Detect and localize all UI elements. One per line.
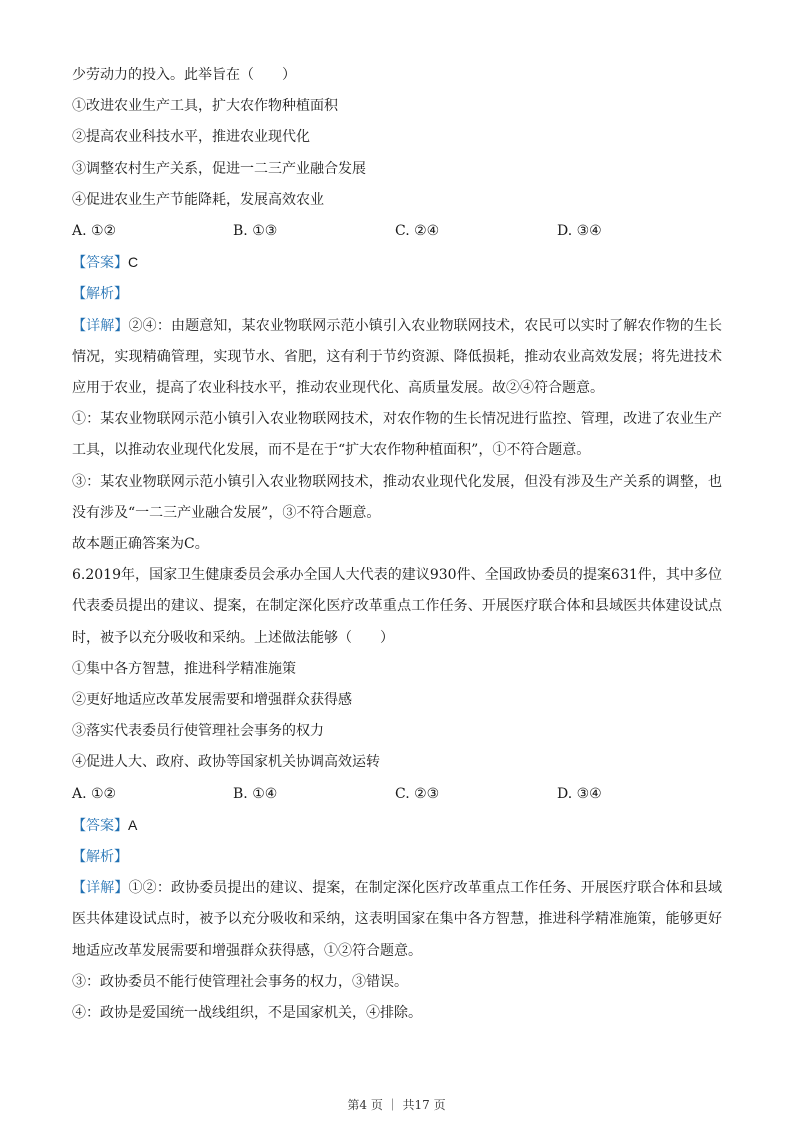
q6-options: [72, 779, 722, 810]
q5-stem-tail: 少劳动力的投入。此举旨在（ ）: [72, 67, 296, 83]
q5-detail-p2: ①：某农业物联网示范小镇引入农业物联网技术，对农作物的生长情况进行监控、管理，改进了农业生产工具，以推动农业现代化发展，而不是在于“扩大农作物种植面积”，①不符合题意。: [72, 411, 722, 459]
q5-answer-tag: 【答案】: [72, 255, 128, 272]
q6-detail-p1-text: ①②：政协委员提出的建议、提案，在制定深化医疗改革重点工作任务、开展医疗联合体和县域医共体建设试点时，被予以充分吸收和采纳，这表明国家在集中各方智慧，推进科学精准施策，能够更好地适应改革发展需要和增强群众获得感，①②符合题意。: [72, 880, 723, 959]
q5-analysis-tag: 【解析】: [72, 286, 128, 303]
q6-analysis: [72, 842, 722, 873]
q5-options: [72, 216, 722, 247]
page-footer: 第4 页 ｜ 共17 页: [347, 1098, 446, 1112]
q5-option-a: A. ①②: [72, 223, 117, 240]
q6-choice-3: ③落实代表委员行使管理社会事务的权力: [72, 723, 324, 740]
q5-option-c: C. ②④: [395, 223, 440, 240]
q5-answer-value: C: [128, 254, 139, 271]
q6-choice-2: ②更好地适应改革发展需要和增强群众获得感: [72, 692, 352, 709]
q5-choice-4: ④促进农业生产节能降耗，发展高效农业: [72, 191, 324, 208]
page-content: [72, 60, 722, 1029]
q6-stem: 6.2019年，国家卫生健康委员会承办全国人大代表的建议930件、全国政协委员的提案631件，其中多位代表委员提出的建议、提案，在制定深化医疗改革重点工作任务、开展医疗联合体和县域医共体建设试点时，被予以充分吸收和采纳。上述做法能够（ ）: [72, 567, 722, 646]
q6-option-b: B. ①④: [233, 785, 278, 802]
q6-answer: [72, 810, 722, 842]
q6-answer-value: A: [128, 816, 138, 833]
q6-option-d: D. ③④: [557, 785, 602, 802]
q5-detail-p1: [72, 311, 722, 405]
q5-detail-p3: ③：某农业物联网示范小镇引入农业物联网技术，推动农业现代化发展，但没有涉及生产关系的调整，也没有涉及“一二三产业融合发展”，③不符合题意。: [72, 473, 722, 521]
q6-choice-4: ④促进人大、政府、政协等国家机关协调高效运转: [72, 754, 380, 771]
q5-analysis: [72, 279, 722, 310]
q6-option-c: C. ②③: [395, 785, 440, 802]
q5-conclusion: 故本题正确答案为C。: [72, 536, 209, 553]
q6-detail-p2: ③：政协委员不能行使管理社会事务的权力，③错误。: [72, 973, 408, 990]
q6-detail-p1: [72, 873, 722, 967]
q5-choice-1: ①改进农业生产工具，扩大农作物种植面积: [72, 98, 338, 115]
q6-answer-tag: 【答案】: [72, 817, 128, 834]
q6-option-a: A. ①②: [72, 785, 117, 802]
q6-analysis-tag: 【解析】: [72, 849, 128, 866]
q5-choice-2: ②提高农业科技水平，推进农业现代化: [72, 129, 310, 146]
q5-detail-p1-text: ②④：由题意知，某农业物联网示范小镇引入农业物联网技术，农民可以实时了解农作物的生长情况，实现精确管理，实现节水、省肥，这有利于节约资源、降低损耗，推动农业高效发展；将先进技术应用于农业，提高了农业科技水平，推动农业现代化、高质量发展。故②④符合题意。: [72, 317, 723, 397]
q6-detail-p3: ④：政协是爱国统一战线组织，不是国家机关，④排除。: [72, 1005, 422, 1022]
q6-detail-tag: 【详解】: [72, 880, 129, 897]
q6-choice-1: ①集中各方智慧，推进科学精准施策: [72, 660, 296, 677]
q5-option-d: D. ③④: [557, 223, 602, 240]
q5-choice-3: ③调整农村生产关系，促进一二三产业融合发展: [72, 160, 366, 177]
q5-answer: [72, 247, 722, 279]
q5-detail-tag: 【详解】: [72, 317, 129, 334]
q5-option-b: B. ①③: [233, 223, 278, 240]
